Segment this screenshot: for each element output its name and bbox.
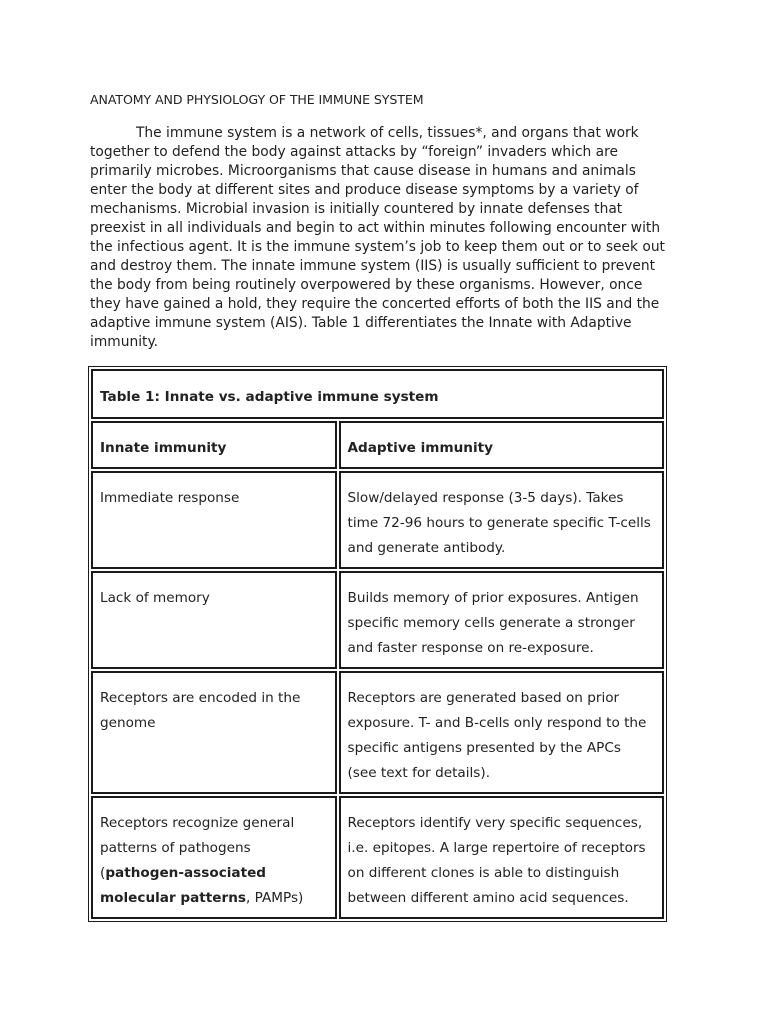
paragraph-line: together to defend the body against attacks by “foreign” invaders which are (90, 144, 618, 160)
cell-line: exposure. T- and B-cells only respond to the (347, 715, 647, 731)
paragraph-line: adaptive immune system (AIS). Table 1 differentiates the Innate with Adaptive (90, 315, 632, 331)
innate-cell (91, 796, 337, 919)
adaptive-cell (339, 571, 665, 669)
paragraph-line: immunity. (90, 334, 159, 350)
pamp-term: pathogen-associated (105, 865, 267, 881)
table-row (91, 671, 664, 794)
cell-line: Lack of memory (100, 590, 210, 606)
paragraph-line: and destroy them. The innate immune system (IIS) is usually sufficient to prevent (90, 258, 656, 274)
pamp-term: molecular patterns (100, 890, 246, 906)
cell-line: on different clones is able to distinguish (347, 865, 620, 881)
cell-line: genome (100, 715, 156, 731)
cell-line: specific memory cells generate a stronger (347, 615, 635, 631)
cell-line (100, 861, 329, 886)
paragraph-line: enter the body at different sites and produce disease symptoms by a variety of (90, 182, 639, 198)
paren-open: ( (100, 865, 106, 881)
cell-line: patterns of pathogens (100, 840, 251, 856)
cell-line: time 72-96 hours to generate specific T-cells (347, 515, 651, 531)
table-header-row (91, 421, 664, 469)
cell-line: Receptors are generated based on prior (347, 690, 620, 706)
adaptive-cell (339, 796, 665, 919)
paragraph-line: the body from being routinely overpowered by these organisms. However, once (90, 277, 643, 293)
cell-line: specific antigens presented by the APCs (347, 740, 621, 756)
cell-line: Immediate response (100, 490, 240, 506)
adaptive-cell (339, 471, 665, 569)
innate-cell (91, 471, 337, 569)
cell-line: (see text for details). (347, 765, 491, 781)
cell-line: and generate antibody. (347, 540, 506, 556)
intro-paragraph (90, 124, 665, 352)
comparison-table (88, 366, 667, 922)
innate-cell (91, 671, 337, 794)
adaptive-cell (339, 671, 665, 794)
paragraph-line: the infectious agent. It is the immune system’s job to keep them out or to seek out (90, 239, 665, 255)
header-innate: Innate immunity (91, 421, 337, 469)
paragraph-line: primarily microbes. Microorganisms that cause disease in humans and animals (90, 163, 636, 179)
cell-line: and faster response on re-exposure. (347, 640, 594, 656)
cell-line (100, 886, 329, 911)
paragraph-line: they have gained a hold, they require the concerted efforts of both the IIS and the (90, 296, 660, 312)
document-heading: ANATOMY AND PHYSIOLOGY OF THE IMMUNE SYSTEM (90, 92, 424, 107)
paragraph-line: The immune system is a network of cells, tissues*, and organs that work (136, 125, 639, 141)
pamp-abbrev: , PAMPs) (245, 890, 304, 906)
table-row (91, 571, 664, 669)
cell-line: Builds memory of prior exposures. Antigen (347, 590, 639, 606)
paragraph-line: preexist in all individuals and begin to act within minutes following encounter with (90, 220, 661, 236)
cell-line: Receptors are encoded in the (100, 690, 301, 706)
paragraph-line: mechanisms. Microbial invasion is initially countered by innate defenses that (90, 201, 623, 217)
header-adaptive: Adaptive immunity (339, 421, 665, 469)
cell-line: i.e. epitopes. A large repertoire of receptors (347, 840, 646, 856)
table-caption-row (91, 369, 664, 419)
cell-line: Receptors recognize general (100, 815, 295, 831)
innate-cell (91, 571, 337, 669)
cell-line: between different amino acid sequences. (347, 890, 629, 906)
table-row (91, 796, 664, 919)
cell-line: Receptors identify very specific sequences, (347, 815, 643, 831)
table-row (91, 471, 664, 569)
table-caption: Table 1: Innate vs. adaptive immune system (91, 369, 664, 419)
cell-line: Slow/delayed response (3-5 days). Takes (347, 490, 624, 506)
